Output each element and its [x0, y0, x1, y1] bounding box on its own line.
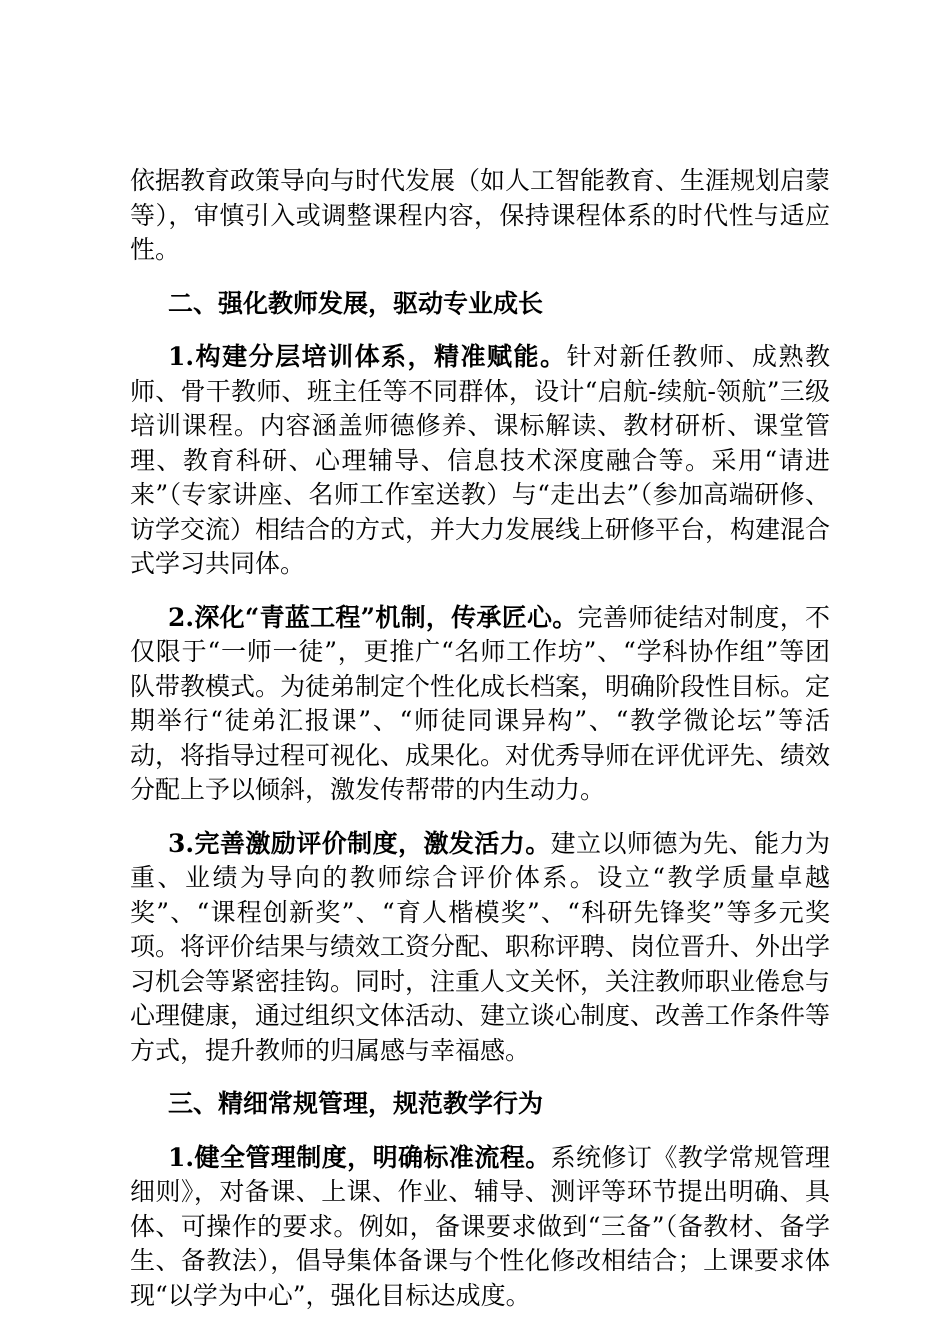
document-body [130, 164, 830, 1332]
paragraph-text: 系统修订《教学常规管理细则》，对备课、上课、作业、辅导、测评等环节提出明确、具体、可操作的要求。例如，备课要求做到“三备”（备教材、备学生、备教法），倡导集体备课与个性化修改相结合；上课要求体现“以学为中心”，强化目标达成度。 [130, 1142, 830, 1310]
paragraph-lead: 2.深化“青蓝工程”机制，传承匠心。 [168, 602, 578, 632]
paragraph-management-rules [130, 1141, 830, 1314]
paragraph-incentive-evaluation [130, 827, 830, 1069]
paragraph-text: 建立以师德为先、能力为重、业绩为导向的教师综合评价体系。设立“教学质量卓越奖”、“课程创新奖”、“育人楷模奖”、“科研先锋奖”等多元奖项。将评价结果与绩效工资分配、职称评聘、岗位晋升、外出学习机会等紧密挂钩。同时，注重人文关怀，关注教师职业倦怠与心理健康，通过组织文体活动、建立谈心制度、改善工作条件等方式，提升教师的归属感与幸福感。 [130, 828, 831, 1065]
paragraph-tiered-training [130, 340, 830, 582]
section-heading-routine-management: 三、精细常规管理，规范教学行为 [168, 1089, 544, 1118]
paragraph-lead: 1.健全管理制度，明确标准流程。 [168, 1142, 551, 1172]
paragraph-text: 完善师徒结对制度，不仅限于“一师一徒”，更推广“名师工作坊”、“学科协作组”等团队带教模式。为徒弟制定个性化成长档案，明确阶段性目标。定期举行“徒弟汇报课”、“师徒同课异构”、“教学微论坛”等活动，将指导过程可视化、成果化。对优秀导师在评优评先、绩效分配上予以倾斜，激发传帮带的内生动力。 [130, 602, 831, 804]
section-heading-teacher-development: 二、强化教师发展，驱动专业成长 [168, 288, 544, 318]
paragraph-mentoring-program [130, 601, 830, 808]
paragraph-lead: 3.完善激励评价制度，激发活力。 [168, 828, 551, 858]
paragraph-text: 针对新任教师、成熟教师、骨干教师、班主任等不同群体，设计“启航-续航-领航”三级培训课程。内容涵盖师德修养、课标解读、教材研析、课堂管理、教育科研、心理辅导、信息技术深度融合等。采用“请进来”（专家讲座、名师工作室送教）与“走出去”（参加高端研修、访学交流）相结合的方式，并大力发展线上研修平台，构建混合式学习共同体。 [130, 342, 831, 578]
paragraph-lead: 1.构建分层培训体系，精准赋能。 [168, 342, 567, 371]
intro-paragraph: 依据教育政策导向与时代发展（如人工智能教育、生涯规划启蒙等），审慎引入或调整课程内容，保持课程体系的时代性与适应性。 [130, 166, 831, 264]
